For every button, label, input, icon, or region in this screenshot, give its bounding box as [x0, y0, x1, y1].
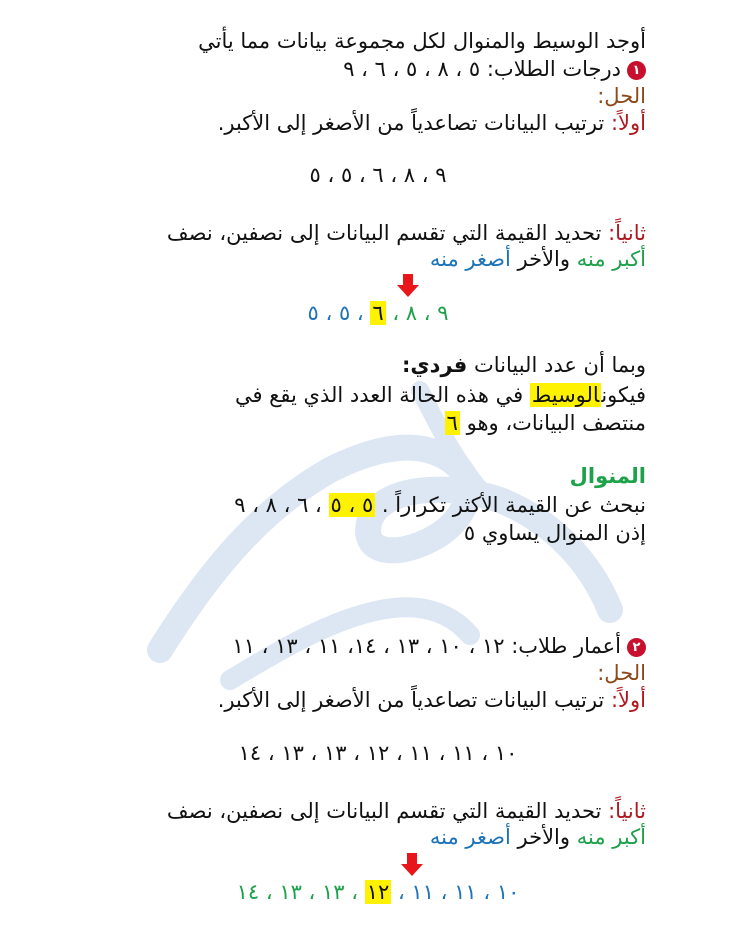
- step-one: أولاً: ترتيب البيانات تصاعدياً من الأصغر إلى الأكبر.: [217, 111, 646, 135]
- median-statement: فيكونالوسيط في هذه الحالة العدد الذي يقع في: [234, 383, 646, 407]
- step-two-continued: أكبر منه والأخر أصغر منه: [429, 247, 646, 271]
- mode-heading: المنوال: [569, 464, 646, 488]
- median-highlight: ١٢: [366, 880, 390, 904]
- median-word-highlight: الوسيط: [531, 383, 600, 407]
- median-value-highlight: ٦: [446, 411, 458, 435]
- solution-label: الحل:: [597, 661, 646, 685]
- step-one: أولاً: ترتيب البيانات تصاعدياً من الأصغر إلى الأكبر.: [217, 688, 646, 712]
- solution-label: الحل:: [597, 84, 646, 108]
- mode-result: إذن المنوال يساوي ٥: [463, 521, 646, 545]
- mode-highlight: ٥ ، ٥: [330, 493, 374, 517]
- mode-statement: نبحث عن القيمة الأكثر تكراراً . ٥ ، ٥ ، ٦ ، ٨ ، ٩: [234, 493, 646, 517]
- problem-number-badge: ٢: [627, 638, 646, 657]
- problem-1-heading: ١درجات الطلاب: ٥ ، ٨ ، ٥ ، ٦ ، ٩: [343, 56, 646, 82]
- odd-count-statement: وبما أن عدد البيانات فردي:: [402, 353, 646, 377]
- sorted-values: ٩ ، ٨ ، ٦ ، ٥ ، ٥: [309, 163, 447, 187]
- median-split: ١٠ ، ١١ ، ١١ ، ١٢ ، ١٣ ، ١٣ ، ١٤: [236, 880, 520, 904]
- median-split: ٩ ، ٨ ، ٦ ، ٥ ، ٥: [307, 301, 449, 325]
- median-statement-line2: منتصف البيانات، وهو ٦: [446, 411, 646, 435]
- question-title: أوجد الوسيط والمنوال لكل مجموعة بيانات مما يأتي: [198, 29, 646, 53]
- step-two: ثانياً: تحديد القيمة التي تقسم البيانات إلى نصفين، نصف: [166, 799, 646, 823]
- step-two: ثانياً: تحديد القيمة التي تقسم البيانات إلى نصفين، نصف: [166, 221, 646, 245]
- sorted-values: ١٠ ، ١١ ، ١١ ، ١٢ ، ١٣ ، ١٣ ، ١٤: [238, 741, 518, 765]
- step-two-continued: أكبر منه والأخر أصغر منه: [429, 825, 646, 849]
- problem-number-badge: ١: [627, 61, 646, 80]
- median-highlight: ٦: [372, 301, 384, 325]
- arrow-down-icon: [400, 853, 424, 877]
- problem-2-heading: ٢أعمار طلاب: ١٢ ، ١٠ ، ١٣ ، ١٤، ١١ ، ١٣ ، ١١: [232, 633, 646, 659]
- arrow-down-icon: [396, 274, 420, 298]
